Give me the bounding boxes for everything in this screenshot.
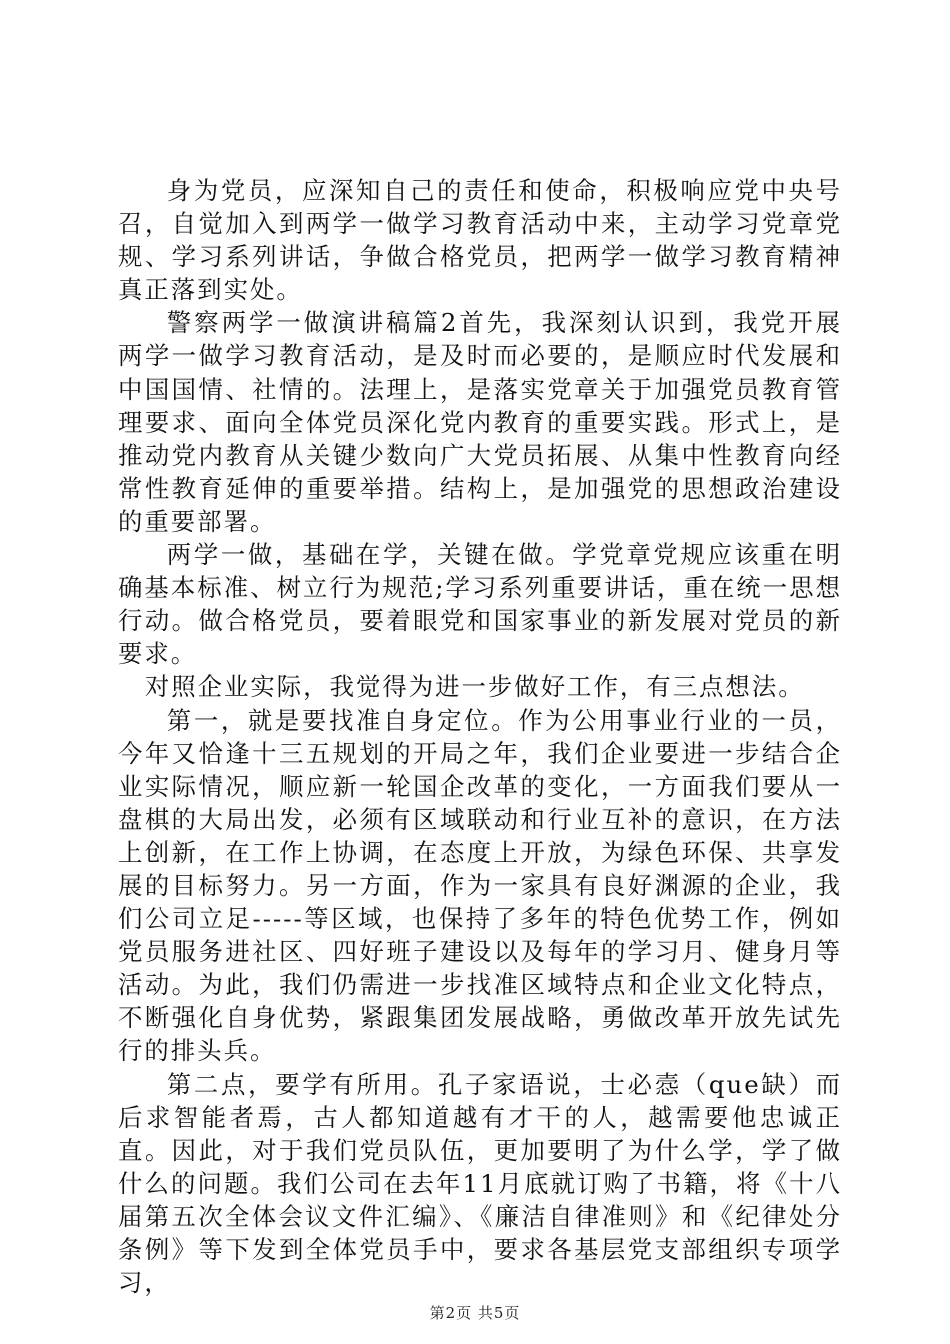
document-body	[118, 174, 842, 1299]
paragraph-2: 警察两学一做演讲稿篇2首先，我深刻认识到，我党开展两学一做学习教育活动，是及时而必要的，是顺应时代发展和中国国情、社情的。法理上，是落实党章关于加强党员教育管理要求、面向全体党员深化党内教育的重要实践。形式上，是推动党内教育从关键少数向广大党员拓展、从集中性教育向经常性教育延伸的重要举措。结构上，是加强党的思想政治建设的重要部署。	[118, 308, 842, 536]
paragraph-3: 两学一做，基础在学，关键在做。学党章党规应该重在明确基本标准、树立行为规范;学习系列重要讲话，重在统一思想行动。做合格党员，要着眼党和国家事业的新发展对党员的新要求。	[118, 540, 842, 669]
page-footer: 第2页 共5页	[429, 1304, 521, 1322]
paragraph-5: 第一，就是要找准自身定位。作为公用事业行业的一员，今年又恰逢十三五规划的开局之年，我们企业要进一步结合企业实际情况，顺应新一轮国企改革的变化，一方面我们要从一盘棋的大局出发，必须有区域联动和行业互补的意识，在方法上创新，在工作上协调，在态度上开放，为绿色环保、共享发展的目标努力。另一方面，作为一家具有良好渊源的企业，我们公司立足-----等区域，也保持了多年的特色优势工作，例如党员服务进社区、四好班子建设以及每年的学习月、健身月等活动。为此，我们仍需进一步找准区域特点和企业文化特点，不断强化自身优势，紧跟集团发展战略，勇做改革开放先试先行的排头兵。	[118, 705, 842, 1066]
paragraph-4: 对照企业实际，我觉得为进一步做好工作，有三点想法。	[144, 672, 805, 702]
paragraph-1: 身为党员，应深知自己的责任和使命，积极响应党中央号召，自觉加入到两学一做学习教育活动中来，主动学习党章党规、学习系列讲话，争做合格党员，把两学一做学习教育精神真正落到实处。	[118, 176, 842, 305]
paragraph-6: 第二点，要学有所用。孔子家语说，士必悫（que缺）而后求智能者焉，古人都知道越有才干的人，越需要他忠诚正直。因此，对于我们党员队伍，更加要明了为什么学，学了做什么的问题。我们公司在去年11月底就订购了书籍，将《十八届第五次全体会议文件汇编》、《廉洁自律准则》和《纪律处分条例》等下发到全体党员手中，要求各基层党支部组织专项学习，	[118, 1069, 842, 1298]
